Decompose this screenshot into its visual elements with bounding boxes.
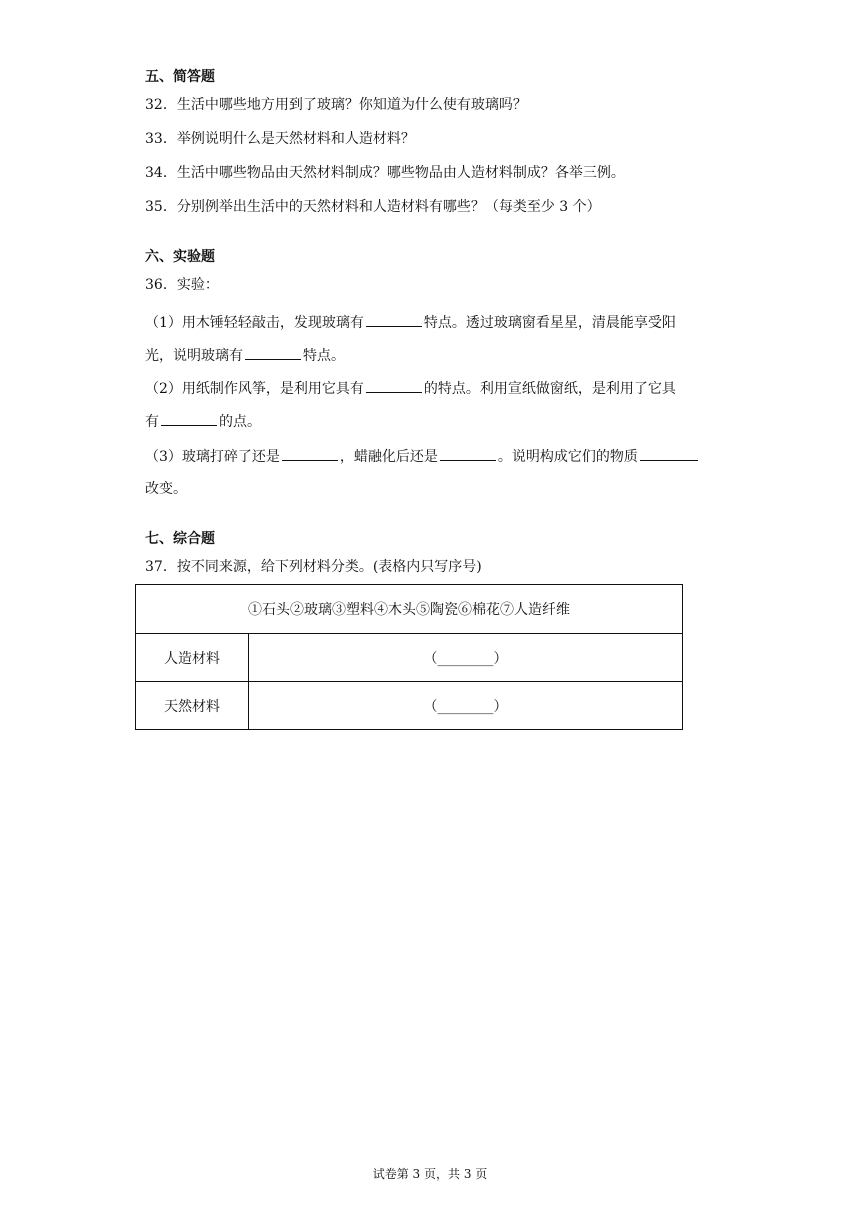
materials-list-cell: ①石头②玻璃③塑料④木头⑤陶瓷⑥棉花⑦人造纤维: [136, 585, 683, 634]
q36-part1-line1: [145, 312, 725, 332]
question-37: 37．按不同来源，给下列材料分类。(表格内只写序号): [145, 559, 482, 575]
q36-part2-line1: [145, 378, 725, 398]
question-32: 32．生活中哪些地方用到了玻璃？你知道为什么使有玻璃吗？: [145, 97, 527, 113]
answer-cell-artificial[interactable]: （________）: [249, 634, 683, 682]
q36-part3-text-c: 。说明构成它们的物质: [497, 449, 638, 465]
section-title-comprehensive: 七、综合题: [145, 531, 215, 547]
answer-blank[interactable]: [366, 312, 422, 327]
q36-part3-line1: [145, 446, 725, 466]
answer-cell-natural[interactable]: （________）: [249, 682, 683, 730]
q36-part1-text-b: 特点。透过玻璃窗看星星，清晨能享受阳: [423, 315, 676, 331]
classification-table: [135, 584, 683, 730]
answer-blank[interactable]: [640, 446, 698, 461]
q36-part1-line2: [145, 345, 725, 365]
q36-part3-text-b: ，蜡融化后还是: [339, 449, 438, 465]
answer-blank[interactable]: [161, 411, 217, 426]
question-34: 34．生活中哪些物品由天然材料制成？哪些物品由人造材料制成？各举三例。: [145, 165, 625, 181]
answer-blank[interactable]: [440, 446, 496, 461]
question-35: 35．分别例举出生活中的天然材料和人造材料有哪些？（每类至少 3 个）: [145, 199, 601, 215]
q36-part3-text-a: （3）玻璃打碎了还是: [145, 449, 280, 465]
q36-part2-line2: [145, 411, 725, 431]
table-header-row: [136, 585, 683, 634]
answer-blank[interactable]: [245, 345, 301, 360]
table-row: [136, 682, 683, 730]
q36-part2-text-b: 的特点。利用宣纸做窗纸，是利用了它具: [423, 381, 676, 397]
table-row: [136, 634, 683, 682]
row-label-artificial: 人造材料: [136, 634, 249, 682]
question-33: 33．举例说明什么是天然材料和人造材料？: [145, 131, 415, 147]
q36-part1-text-a: （1）用木锤轻轻敲击，发现玻璃有: [145, 315, 364, 331]
question-36: 36．实验：: [145, 277, 219, 293]
page-footer: 试卷第 3 页，共 3 页: [372, 1167, 488, 1181]
section-title-short-answer: 五、简答题: [145, 69, 215, 85]
row-label-natural: 天然材料: [136, 682, 249, 730]
q36-part1-text-d: 特点。: [303, 348, 345, 364]
q36-part2-text-a: （2）用纸制作风筝，是利用它具有: [145, 381, 364, 397]
q36-part2-text-c: 有: [145, 414, 159, 430]
q36-part2-text-d: 的点。: [219, 414, 261, 430]
q36-part3-line2: 改变。: [145, 481, 187, 497]
answer-blank[interactable]: [366, 378, 422, 393]
section-title-experiment: 六、实验题: [145, 249, 215, 265]
q36-part1-text-c: 光，说明玻璃有: [145, 348, 243, 364]
answer-blank[interactable]: [282, 446, 338, 461]
